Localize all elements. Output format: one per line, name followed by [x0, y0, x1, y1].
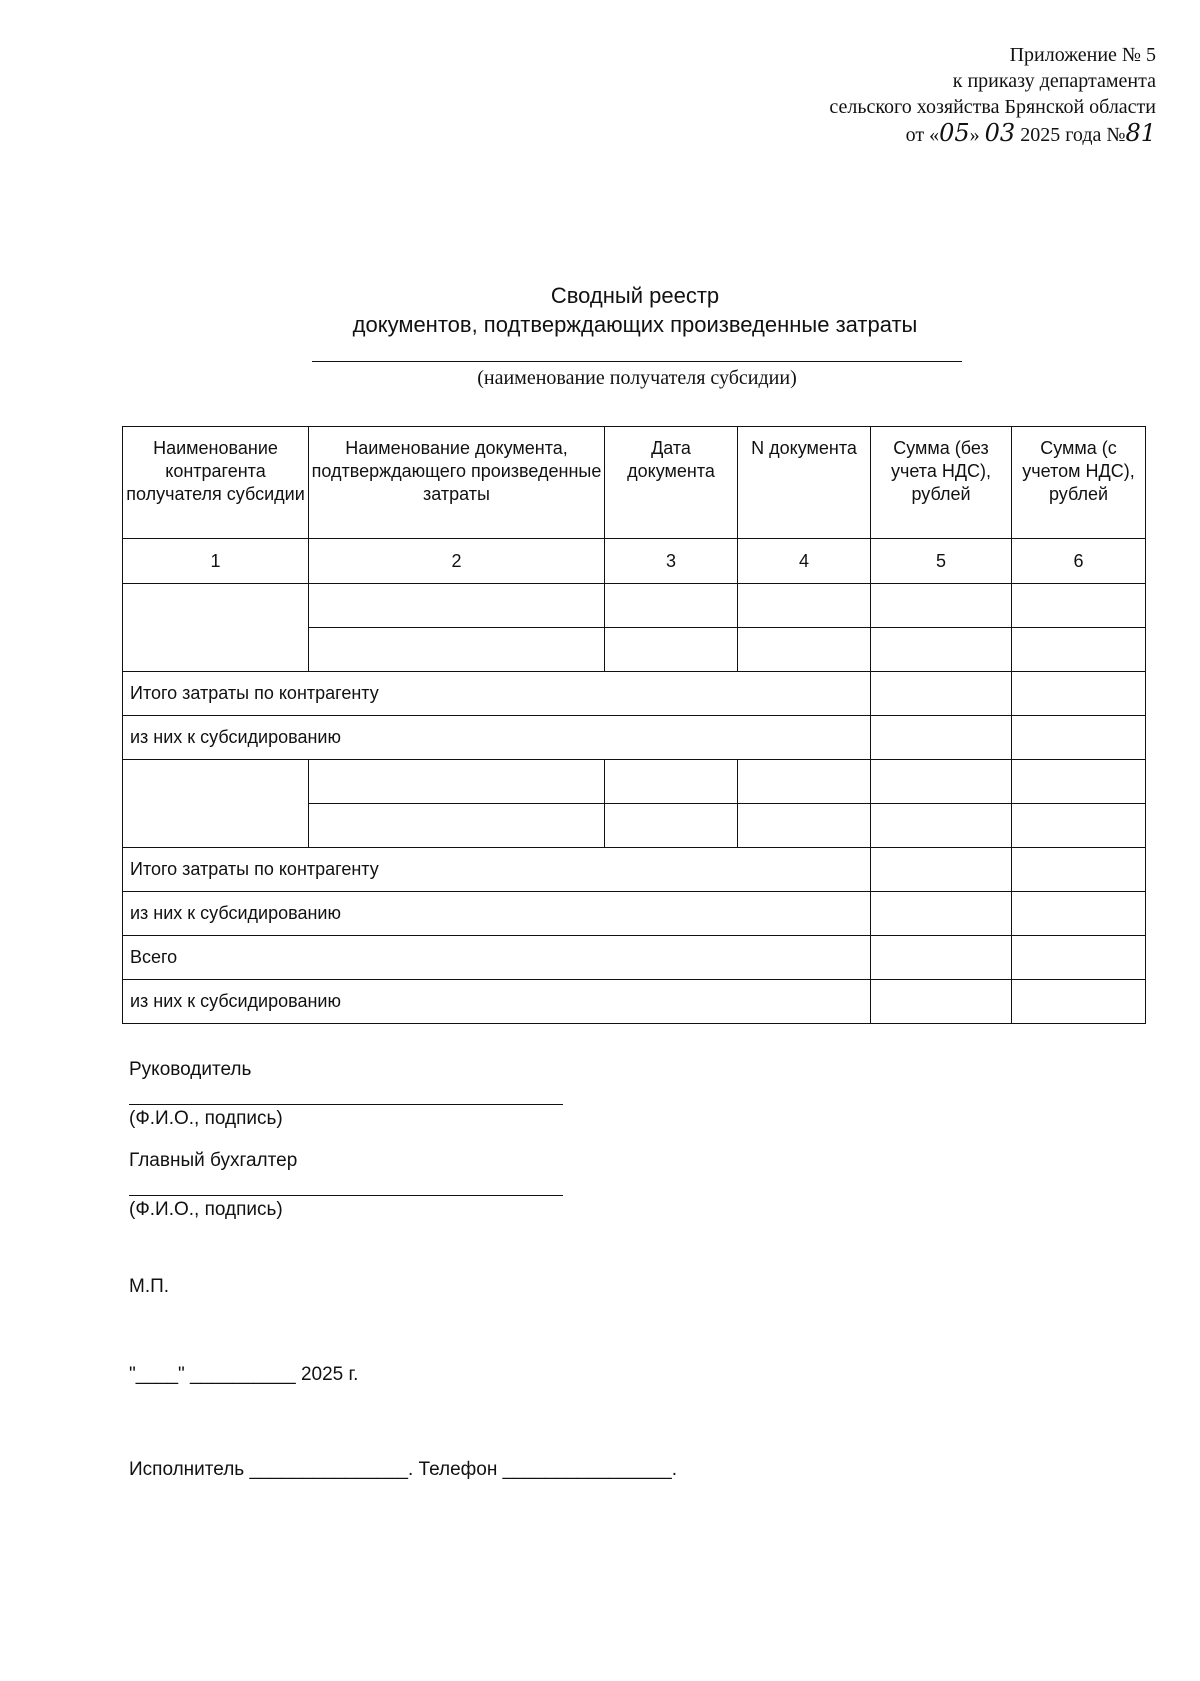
- row-label-subsidized: из них к субсидированию: [123, 892, 871, 936]
- header-document-number: N документа: [738, 427, 871, 539]
- column-number: 3: [605, 539, 738, 584]
- table-row: [123, 584, 1146, 628]
- table-cell[interactable]: [871, 584, 1012, 628]
- column-number: 2: [309, 539, 605, 584]
- table-cell[interactable]: [738, 804, 871, 848]
- column-number: 4: [738, 539, 871, 584]
- table-cell[interactable]: [871, 716, 1012, 760]
- table-row: [123, 936, 1146, 980]
- date-mid: »: [969, 124, 985, 146]
- handwritten-day: 05: [939, 119, 970, 147]
- contractor-cell[interactable]: [123, 760, 309, 848]
- table-cell[interactable]: [1012, 980, 1146, 1024]
- table-cell[interactable]: [871, 804, 1012, 848]
- table-cell[interactable]: [738, 628, 871, 672]
- column-number-row: [123, 539, 1146, 584]
- registry-table: [122, 426, 1146, 1024]
- date-prefix: от «: [905, 124, 940, 146]
- accountant-signature-line[interactable]: [129, 1195, 563, 1196]
- head-caption: (Ф.И.О., подпись): [129, 1108, 283, 1129]
- table-cell[interactable]: [871, 892, 1012, 936]
- executor-line[interactable]: Исполнитель _______________. Телефон ________________.: [129, 1459, 677, 1480]
- table-cell[interactable]: [1012, 848, 1146, 892]
- table-cell[interactable]: [309, 804, 605, 848]
- contractor-cell[interactable]: [123, 584, 309, 672]
- header-contractor: Наименование контрагента получателя субсидии: [123, 427, 309, 539]
- table-cell[interactable]: [738, 584, 871, 628]
- accountant-title: Главный бухгалтер: [129, 1150, 298, 1171]
- handwritten-order-number: 81: [1125, 119, 1156, 147]
- appendix-block: [656, 42, 1156, 148]
- row-label-total-contractor: Итого затраты по контрагенту: [123, 672, 871, 716]
- recipient-fill-line: [312, 361, 962, 362]
- table-cell[interactable]: [605, 628, 738, 672]
- table-row: [123, 760, 1146, 804]
- table-cell[interactable]: [605, 760, 738, 804]
- document-title: [0, 281, 1200, 339]
- table-cell[interactable]: [605, 584, 738, 628]
- appendix-line-1: Приложение № 5: [1009, 44, 1156, 66]
- date-fill-line[interactable]: "____" __________ 2025 г.: [129, 1364, 359, 1385]
- column-number: 6: [1012, 539, 1146, 584]
- header-document-date: Дата документа: [605, 427, 738, 539]
- table-cell[interactable]: [871, 760, 1012, 804]
- table-row: [123, 848, 1146, 892]
- handwritten-month: 03: [984, 119, 1016, 147]
- title-line-1: Сводный реестр: [550, 283, 720, 308]
- row-label-subsidized: из них к субсидированию: [123, 716, 871, 760]
- column-number: 5: [871, 539, 1012, 584]
- table-cell[interactable]: [1012, 716, 1146, 760]
- header-document-name: Наименование документа, подтверждающего произведенные затраты: [309, 427, 605, 539]
- recipient-caption: (наименование получателя субсидии): [477, 367, 797, 389]
- row-label-subsidized: из них к субсидированию: [123, 980, 871, 1024]
- table-cell[interactable]: [1012, 936, 1146, 980]
- title-line-2: документов, подтверждающих произведенные затраты: [352, 312, 918, 337]
- head-signature-line[interactable]: [129, 1104, 563, 1105]
- appendix-line-3: сельского хозяйства Брянской области: [829, 96, 1156, 118]
- table-row: [123, 672, 1146, 716]
- table-cell[interactable]: [605, 804, 738, 848]
- table-row: [123, 716, 1146, 760]
- appendix-date-line: [656, 120, 1156, 148]
- table-cell[interactable]: [738, 760, 871, 804]
- head-title: Руководитель: [129, 1059, 252, 1080]
- table-cell[interactable]: [871, 980, 1012, 1024]
- stamp-place: М.П.: [129, 1276, 170, 1297]
- row-label-total-contractor: Итого затраты по контрагенту: [123, 848, 871, 892]
- table-row: [123, 980, 1146, 1024]
- table-cell[interactable]: [309, 760, 605, 804]
- table-row: [123, 892, 1146, 936]
- header-sum-without-vat: Сумма (без учета НДС), рублей: [871, 427, 1012, 539]
- column-number: 1: [123, 539, 309, 584]
- header-sum-with-vat: Сумма (с учетом НДС), рублей: [1012, 427, 1146, 539]
- table-cell[interactable]: [871, 936, 1012, 980]
- table-cell[interactable]: [1012, 760, 1146, 804]
- table-cell[interactable]: [1012, 628, 1146, 672]
- row-label-grand-total: Всего: [123, 936, 871, 980]
- table-cell[interactable]: [871, 672, 1012, 716]
- header-row: [123, 427, 1146, 539]
- table-cell[interactable]: [309, 628, 605, 672]
- table-cell[interactable]: [1012, 804, 1146, 848]
- table-cell[interactable]: [309, 584, 605, 628]
- date-suffix: 2025 года №: [1015, 124, 1126, 146]
- appendix-line-2: к приказу департамента: [952, 70, 1156, 92]
- table-cell[interactable]: [1012, 584, 1146, 628]
- table-cell[interactable]: [1012, 892, 1146, 936]
- table-cell[interactable]: [871, 848, 1012, 892]
- table-cell[interactable]: [871, 628, 1012, 672]
- accountant-caption: (Ф.И.О., подпись): [129, 1199, 283, 1220]
- table-cell[interactable]: [1012, 672, 1146, 716]
